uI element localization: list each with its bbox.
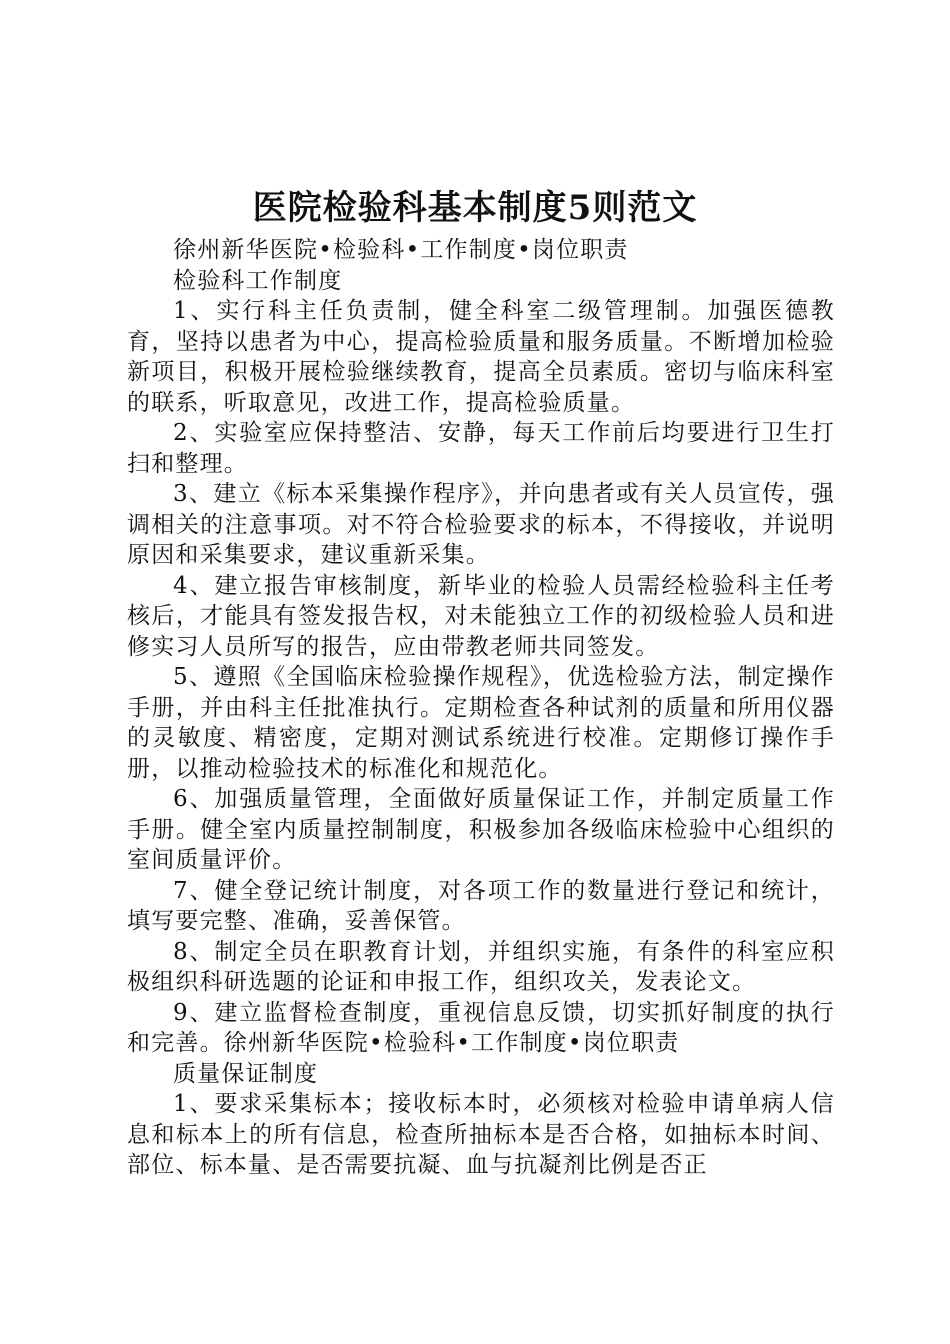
document-body [127,235,835,1181]
section-heading-work-system: 检验科工作制度 [173,267,343,294]
paragraph-item-9: 9、建立监督检查制度，重视信息反馈，切实抓好制度的执行和完善。徐州新华医院•检验科•工作制度•岗位职责 [127,999,835,1056]
paragraph-item-3: 3、建立《标本采集操作程序》，并向患者或有关人员宣传，强调相关的注意事项。对不符合检验要求的标本，不得接收，并说明原因和采集要求，建议重新采集。 [127,481,835,568]
paragraph-item-4: 4、建立报告审核制度，新毕业的检验人员需经检验科主任考核后，才能具有签发报告权，对未能独立工作的初级检验人员和进修实习人员所写的报告，应由带教老师共同签发。 [127,572,835,660]
paragraph-item-1: 1、实行科主任负责制，健全科室二级管理制。加强医德教育，坚持以患者为中心，提高检验质量和服务质量。不断增加检验新项目，积极开展检验继续教育，提高全员素质。密切与临床科室的联系，听取意见，改进工作，提高检验质量。 [127,298,835,416]
section-heading-quality-system: 质量保证制度 [173,1060,319,1087]
paragraph-quality-item-1: 1、要求采集标本；接收标本时，必须核对检验申请单病人信息和标本上的所有信息，检查所抽标本是否合格，如抽标本时间、部位、标本量、是否需要抗凝、血与抗凝剂比例是否正 [127,1091,835,1178]
paragraph-item-2: 2、实验室应保持整洁、安静，每天工作前后均要进行卫生打扫和整理。 [127,420,835,477]
paragraph-item-5: 5、遵照《全国临床检验操作规程》，优选检验方法，制定操作手册，并由科主任批准执行。定期检查各种试剂的质量和所用仪器的灵敏度、精密度，定期对测试系统进行校准。定期修订操作手册，以推动检验技术的标准化和规范化。 [127,664,835,782]
header-line: 徐州新华医院•检验科•工作制度•岗位职责 [173,237,629,263]
document-title: 医院检验科基本制度5则范文 [252,188,698,228]
paragraph-item-7: 7、健全登记统计制度，对各项工作的数量进行登记和统计，填写要完整、准确，妥善保管。 [127,877,835,934]
paragraph-item-6: 6、加强质量管理，全面做好质量保证工作，并制定质量工作手册。健全室内质量控制制度，积极参加各级临床检验中心组织的室间质量评价。 [127,786,835,873]
paragraph-item-8: 8、制定全员在职教育计划，并组织实施，有条件的科室应积极组织科研选题的论证和申报工作，组织攻关，发表论文。 [127,938,835,995]
